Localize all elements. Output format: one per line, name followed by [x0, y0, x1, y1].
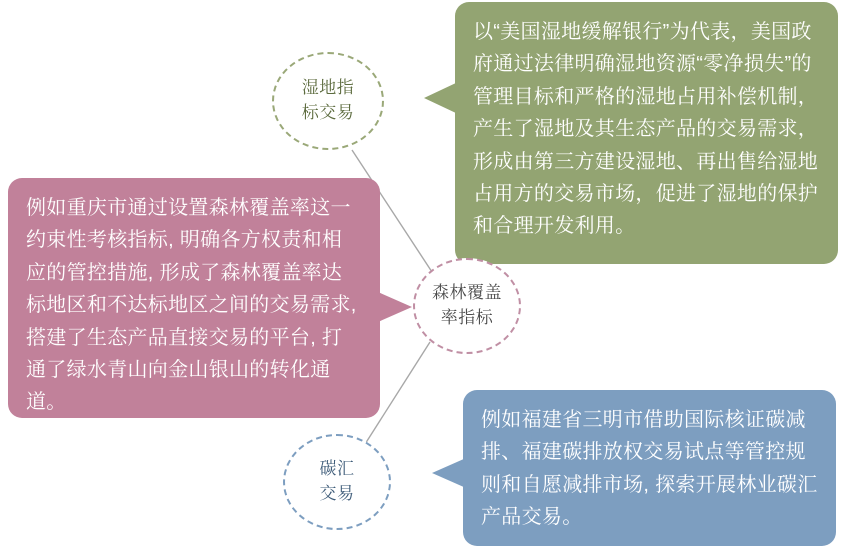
node-carbon-label-line1: 碳汇 — [319, 459, 355, 479]
node-forest-label — [426, 281, 508, 330]
node-carbon-sink-trading[interactable] — [283, 434, 391, 530]
callout-tail-carbon — [432, 458, 466, 488]
callout-bubble-forest[interactable]: 例如重庆市通过设置森林覆盖率这一约束性考核指标, 明确各方权责和相应的管控措施, 形成了森林覆盖率达标地区和不达标地区之间的交易需求, 搭建了生态产品直接交易的平台, 打通了绿水青山向金山银山的转化通道。 — [8, 178, 380, 418]
node-wetland-index-trading[interactable] — [272, 52, 384, 150]
node-wetland-label — [296, 76, 361, 125]
callout-bubble-wetland[interactable]: 以“美国湿地缓解银行”为代表，美国政府通过法律明确湿地资源“零净损失”的管理目标和严格的湿地占用补偿机制，产生了湿地及其生态产品的交易需求，形成由第三方建设湿地、再出售给湿地占用方的交易市场，促进了湿地的保护和合理开发利用。 — [455, 2, 838, 264]
node-forest-label-line1: 森林覆盖 — [432, 283, 502, 303]
node-carbon-label-line2: 交易 — [319, 484, 355, 503]
callout-bubble-carbon[interactable]: 例如福建省三明市借助国际核证碳减排、福建碳排放权交易试点等管控规则和自愿减排市场, 探索开展林业碳汇产品交易。 — [463, 390, 836, 546]
callout-tail-forest — [378, 292, 412, 322]
callout-tail-wetland — [424, 82, 458, 114]
node-forest-label-line2: 率指标 — [440, 308, 494, 327]
node-forest-coverage-index[interactable] — [413, 258, 521, 354]
node-carbon-label — [314, 457, 361, 506]
node-wetland-label-line2: 标交易 — [301, 103, 355, 122]
node-wetland-label-line1: 湿地指 — [301, 78, 355, 98]
